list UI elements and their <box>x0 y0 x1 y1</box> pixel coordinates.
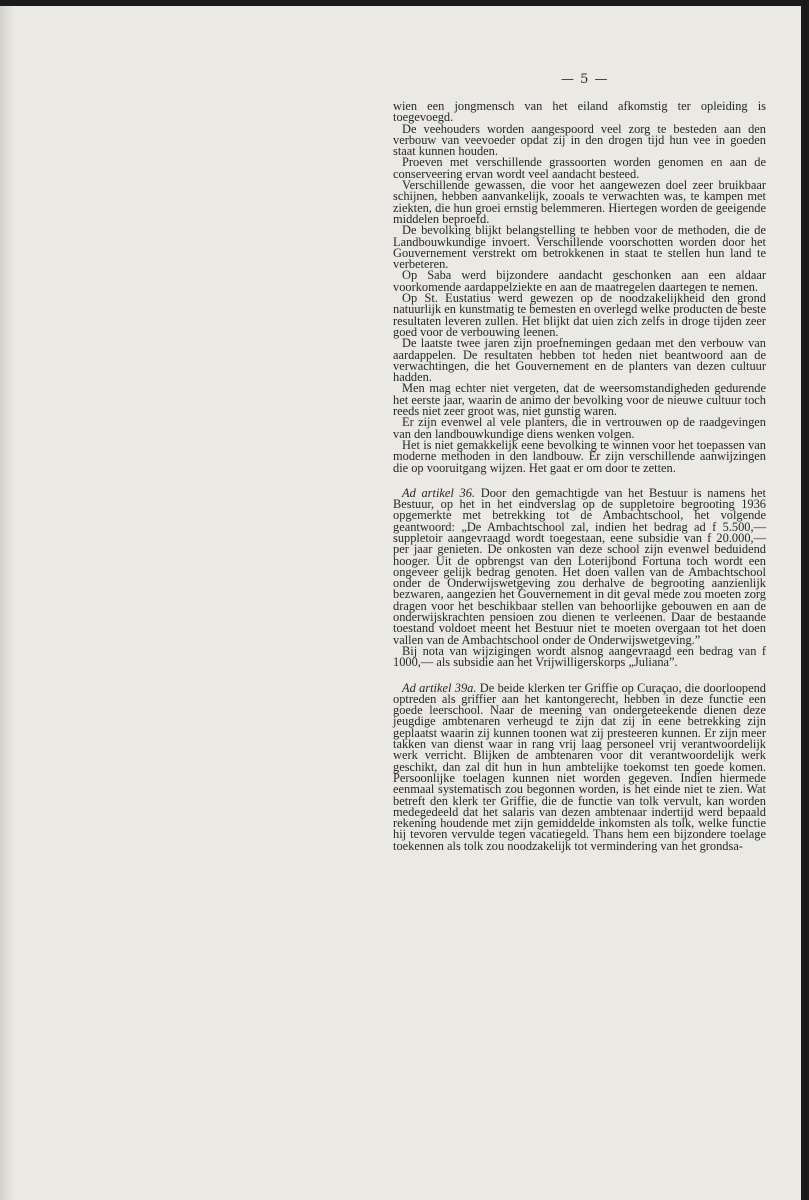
body-text <box>393 101 766 852</box>
paragraph: Verschillende gewassen, die voor het aangewezen doel zeer bruikbaar schijnen, hebben aanvankelijk, zooals te verwachten was, te kampen met ziekten, die hun groei ernstig belemmeren. Hiertegen worden de geeigende middelen beproefd. <box>393 178 766 226</box>
paragraph: De bevolking blijkt belangstelling te hebben voor de methoden, die de Landbouwkundige invoert. Verschillende voorschotten worden door het Gouvernement verstrekt om betrokkenen in staat te stellen hun land te verbeteren. <box>393 223 766 272</box>
paragraph-ad-artikel-36: Ad artikel 36. Door den gemachtigde van het Bestuur is namens het Bestuur, op het in het eindverslag op de suppletoire begrooting 1936 opgemerkte met betrekking tot de Ambachtschool, het volgende geantwoord: „De Ambachtschool zal, indien het bedrag ad f 5.500,— suppletoir aangevraagd wordt toegestaan, eene subsidie van f 20.000,— per jaar genieten. De onkosten van deze school zijn evenwel beduidend hooger. Uit de opbrengst van den Loterijbond Fortuna toch wordt een ongeveer gelijk bedrag genoten. Het doen vallen van de Ambachtschool onder de Onderwijswetgeving zou derhalve de begrooting aanzienlijk bezwaren, aangezien het Gouvernement in dit geval mede zou moeten zorg dragen voor het beschikbaar stellen van behoorlijke gebouwen en aan de onderwijskrachten pensioen zou dienen te verleenen. Daar de bestaande toestand voldoet meent het Bestuur niet te moeten overgaan tot het doen vallen van de Ambachtschool onder de Onderwijswetgeving.” <box>393 485 766 647</box>
page-gutter-shadow <box>0 6 14 1200</box>
article-heading: Ad artikel 39a. <box>402 680 477 695</box>
paragraph: Men mag echter niet vergeten, dat de weersomstandigheden gedurende het eerste jaar, waarin de animo der bevolking voor de nieuwe cultuur toch reeds niet zeer groot was, niet gunstig waren. <box>393 381 766 419</box>
paragraph: Het is niet gemakkelijk eene bevolking te winnen voor het toepassen van moderne methoden in den landbouw. Er zijn verschillende aanwijzingen die op vooruitgang wijzen. Het gaat er om door te zetten. <box>393 437 766 475</box>
paragraph: Op St. Eustatius werd gewezen op de noodzakelijkheid den grond natuurlijk en kunstmatig te bemesten en overlegd welke producten de beste resultaten leveren zullen. Het blijkt dat uien zich zelfs in droge tijden zeer goed voor de verbouwing leenen. <box>393 291 766 339</box>
paragraph: De laatste twee jaren zijn proefnemingen gedaan met den verbouw van aardappelen. De resultaten hebben tot heden niet beantwoord aan de verwachtingen, die het Gouvernement en de planters van dezen cultuur hadden. <box>393 336 766 385</box>
paragraph: Er zijn evenwel al vele planters, die in vertrouwen op de raadgevingen van den landbouwkundige diens wenken volgen. <box>393 415 766 441</box>
document-page <box>0 6 801 1200</box>
page-number: — 5 — <box>561 72 609 87</box>
paragraph: wien een jongmensch van het eiland afkomstig ter opleiding is toegevoegd. <box>393 99 766 125</box>
paragraph: De veehouders worden aangespoord veel zorg te besteden aan den verbouw van veevoeder opdat zij in den drogen tijd hun vee in goeden staat kunnen houden. <box>393 121 766 159</box>
paragraph: Bij nota van wijzigingen wordt alsnog aangevraagd een bedrag van f 1000,— als subsidie aan het Vrijwilligerskorps „Juliana”. <box>393 643 766 670</box>
paragraph: Op Saba werd bijzondere aandacht geschonken aan een aldaar voorkomende aardappelziekte en aan de maatregelen daartegen te nemen. <box>393 268 766 294</box>
paragraph: Proeven met verschillende grassoorten worden genomen en aan de conserveering ervan wordt veel aandacht besteed. <box>393 155 766 181</box>
paragraph-ad-artikel-39a: Ad artikel 39a. De beide klerken ter Griffie op Curaçao, die doorloopend optreden als griffier aan het kantongerecht, hebben in deze functie een goede leerschool. Naar de meening van ondergeteekende dienen deze jeugdige ambtenaren verheugd te zijn dat zij in eene betrekking zijn geplaatst waarin zij kunnen toonen wat zij presteeren kunnen. Er zijn meer takken van dienst waar in rang vrij laag personeel vrij verantwoordelijk werk verricht. Blijken de ambtenaren voor dit verantwoordelijk werk geschikt, dan zal dit hun in hun ambtelijke toekomst ten goede komen. Persoonlijke toelagen kunnen niet worden gegeven. Indien hiermede eenmaal systematisch zou begonnen worden, is het einde niet te zien. Wat betreft den klerk ter Griffie, die de functie van tolk vervult, kan worden medegedeeld dat het salaris van dezen ambtenaar indertijd werd bepaald rekening houdende met zijn gemiddelde inkomsten als tolk, welke functie hij tevoren vervulde tegen vacatiegeld. Thans hem een bijzondere toelage toekennen als tolk zou noodzakelijk tot vermindering van het grondsa- <box>393 680 766 853</box>
article-heading: Ad artikel 36. <box>402 485 476 500</box>
